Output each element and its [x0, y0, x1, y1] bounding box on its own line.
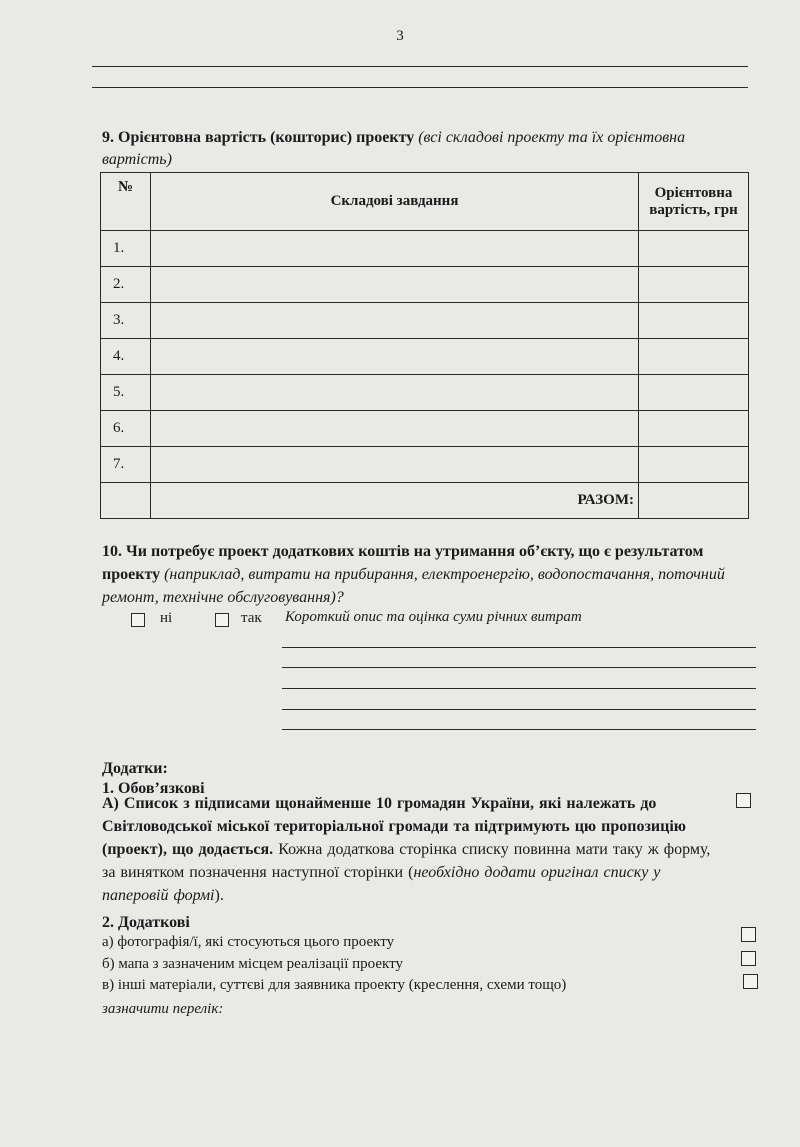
cost-cell[interactable]: [639, 375, 749, 411]
option-yes-label: так: [241, 610, 262, 626]
task-cell[interactable]: [151, 447, 639, 483]
checkbox-other[interactable]: [743, 974, 758, 989]
description-line[interactable]: [282, 667, 756, 668]
table-row: [101, 303, 749, 339]
optional-item-photos: а) фотографія/ї, які стосуються цього проекту: [102, 934, 395, 950]
mandatory-item-a-bold: А) Список з підписами щонайменше 10 громадян України, які належать до Світловодської міської територіальної громади та підтримують цю пропозицію (проект), що додається.: [102, 795, 687, 858]
checkbox-no[interactable]: [131, 613, 145, 627]
row-number: 3.: [101, 303, 151, 339]
section-10-title-bold: 10. Чи потребує проект додаткових коштів на утримання об’єкту, що є результатом проекту: [102, 543, 704, 583]
optional-item-other: в) інші матеріали, суттєві для заявника проекту (креслення, схеми тощо): [102, 977, 567, 993]
description-line[interactable]: [282, 709, 756, 710]
cost-cell[interactable]: [639, 339, 749, 375]
section-9-title: [102, 127, 748, 171]
header-cost: Орієнтовна вартість, грн: [639, 173, 749, 231]
cost-cell[interactable]: [639, 411, 749, 447]
page-number: 3: [396, 28, 404, 44]
cost-cell[interactable]: [639, 447, 749, 483]
checkbox-mandatory-a[interactable]: [736, 793, 751, 808]
blank-line: [92, 87, 748, 88]
cost-cell[interactable]: [639, 231, 749, 267]
task-cell[interactable]: [151, 231, 639, 267]
section-10-title: [102, 540, 748, 609]
row-number: 7.: [101, 447, 151, 483]
task-cell[interactable]: [151, 339, 639, 375]
option-no-label: ні: [160, 610, 173, 626]
task-cell[interactable]: [151, 303, 639, 339]
attachments-heading: Додатки:: [102, 760, 168, 777]
cost-estimate-table: [100, 172, 749, 519]
description-line[interactable]: [282, 647, 756, 648]
table-row: [101, 267, 749, 303]
checkbox-yes[interactable]: [215, 613, 229, 627]
checkbox-map[interactable]: [741, 951, 756, 966]
table-row: [101, 231, 749, 267]
row-number: 5.: [101, 375, 151, 411]
header-task: Складові завдання: [151, 173, 639, 231]
mandatory-item-a-text: Кожна додаткова сторінка списку повинна мати таку ж форму, за винятком позначення наступної сторінки (: [102, 841, 711, 881]
total-row: [101, 483, 749, 519]
mandatory-heading: 1. Обов’язкові: [102, 780, 205, 797]
table-row: [101, 339, 749, 375]
task-cell[interactable]: [151, 411, 639, 447]
section-9-title-note: (всі складові проекту та їх орієнтовна вартість): [102, 129, 686, 168]
task-cell[interactable]: [151, 375, 639, 411]
total-value-cell[interactable]: [639, 483, 749, 519]
mandatory-item-a: [102, 792, 722, 907]
total-empty-cell: [101, 483, 151, 519]
section-10-title-note: (наприклад, витрати на прибирання, електроенергію, водопостачання, поточний ремонт, технічне обслуговування)?: [102, 566, 725, 606]
mandatory-item-a-end: ).: [214, 887, 224, 904]
table-row: [101, 375, 749, 411]
optional-heading: 2. Додаткові: [102, 914, 190, 931]
mandatory-item-a-note: необхідно додати оригінал списку у паперовій формі: [102, 864, 661, 904]
checkbox-photos[interactable]: [741, 927, 756, 942]
header-number: №: [101, 173, 151, 231]
description-label: Короткий опис та оцінка суми річних витрат: [285, 609, 582, 625]
row-number: 1.: [101, 231, 151, 267]
row-number: 4.: [101, 339, 151, 375]
row-number: 6.: [101, 411, 151, 447]
description-line[interactable]: [282, 729, 756, 730]
table-row: [101, 411, 749, 447]
task-cell[interactable]: [151, 267, 639, 303]
cost-cell[interactable]: [639, 267, 749, 303]
optional-item-map: б) мапа з зазначеним місцем реалізації проекту: [102, 956, 403, 972]
cost-cell[interactable]: [639, 303, 749, 339]
section-9-title-bold: 9. Орієнтовна вартість (кошторис) проекту: [102, 129, 415, 146]
blank-line: [92, 66, 748, 67]
description-line[interactable]: [282, 688, 756, 689]
total-label: РАЗОМ:: [151, 483, 639, 519]
specify-list-label: зазначити перелік:: [102, 1001, 224, 1017]
table-row: [101, 447, 749, 483]
row-number: 2.: [101, 267, 151, 303]
